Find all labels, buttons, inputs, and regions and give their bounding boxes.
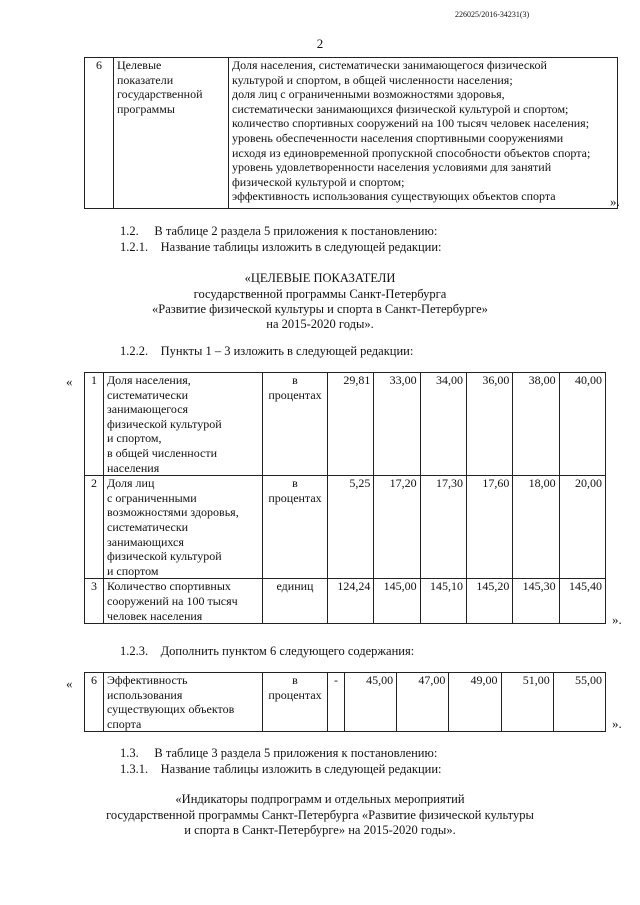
row-content [229, 58, 618, 209]
text-line: населения [107, 460, 160, 475]
value-cell: 55,00 [553, 673, 605, 732]
text-line: возможностями здоровья, [107, 505, 239, 520]
text-line: сооружений на 100 тысяч [107, 593, 238, 608]
value-cell: 145,00 [374, 579, 420, 624]
value-cell: 45,00 [344, 673, 396, 732]
table-row [85, 579, 606, 624]
document-id: 226025/2016-34231(3) [455, 10, 530, 19]
text-line: и спортом, [107, 431, 162, 446]
paragraph-1-2: 1.2. В таблице 2 раздела 5 приложения к постановлению: [120, 224, 438, 238]
row-name [104, 673, 263, 732]
paragraph-1-2-2: 1.2.2. Пункты 1 – 3 изложить в следующей редакции: [120, 344, 414, 358]
row-name [104, 579, 263, 624]
value-cell: 145,20 [466, 579, 512, 624]
added-indicator-table [84, 672, 606, 732]
indicators-table [84, 372, 606, 624]
value-cell: 5,25 [328, 476, 374, 579]
text-line: с ограниченными [107, 490, 197, 505]
text-line: количество спортивных сооружений на 100 тысяч человек населения; [232, 116, 590, 131]
row-name [114, 58, 229, 209]
text-line: существующих объектов [107, 702, 235, 717]
paragraph-1-3: 1.3. В таблице 3 раздела 5 приложения к постановлению: [120, 746, 438, 760]
passport-table [84, 57, 618, 209]
text-line: в общей численности [107, 445, 217, 460]
table-row [85, 476, 606, 579]
text-line: программы [117, 101, 175, 116]
text-line: систематически занимающихся физической культурой и спортом; [232, 101, 569, 116]
text-line: культурой и спортом, в общей численности населения; [232, 72, 513, 87]
text-line: Доля населения, систематически занимающегося физической [232, 58, 547, 72]
final-title-line: «Индикаторы подпрограмм и отдельных мероприятий [175, 792, 465, 806]
value-cell: 17,30 [420, 476, 466, 579]
text-line: физической культурой [107, 549, 222, 564]
text-line: показатели [117, 72, 174, 87]
text-line: доля лиц с ограниченными возможностями здоровья, [232, 87, 505, 102]
value-cell: 47,00 [397, 673, 449, 732]
value-cell: 29,81 [328, 373, 374, 476]
text-line: в [292, 373, 298, 387]
value-cell: 18,00 [513, 476, 559, 579]
text-line: в [292, 673, 298, 687]
closing-quote: ». [612, 612, 622, 627]
text-line: физической культурой [107, 416, 222, 431]
text-line: Эффективность [107, 673, 188, 687]
row-number: 6 [85, 58, 114, 209]
row-name [104, 373, 263, 476]
paragraph-1-2-3: 1.2.3. Дополнить пунктом 6 следующего содержания: [120, 644, 415, 658]
text-line: процентах [268, 490, 322, 505]
text-line: человек населения [107, 608, 203, 623]
row-unit [263, 476, 328, 579]
text-line: использования [107, 687, 183, 702]
closing-quote: ». [612, 716, 622, 731]
closing-quote: ». [610, 194, 620, 209]
paragraph-1-3-1: 1.3.1. Название таблицы изложить в следующей редакции: [120, 762, 442, 776]
row-number: 2 [85, 476, 104, 579]
value-cell: - [328, 673, 345, 732]
row-unit [263, 373, 328, 476]
text-line: в [292, 476, 298, 491]
text-line: систематически [107, 387, 189, 402]
table-title-line: «ЦЕЛЕВЫЕ ПОКАЗАТЕЛИ [244, 271, 396, 285]
value-cell: 33,00 [374, 373, 420, 476]
table-title-line: на 2015-2020 годы». [266, 317, 374, 331]
text-line: исходя из единовременной пропускной способности объектов спорта; [232, 145, 591, 160]
value-cell: 17,60 [466, 476, 512, 579]
table-title-line: государственной программы Санкт-Петербурга [193, 287, 447, 301]
row-unit [263, 673, 328, 732]
text-line: эффективность использования существующих объектов спорта [232, 189, 556, 204]
opening-quote: « [66, 374, 73, 389]
text-line: Доля лиц [107, 476, 155, 491]
paragraph-1-2-1: 1.2.1. Название таблицы изложить в следующей редакции: [120, 240, 442, 254]
final-title-line: и спорта в Санкт-Петербурге» на 2015-2020 годы». [184, 823, 456, 837]
text-line: государственной [117, 87, 203, 102]
text-line: занимающихся [107, 534, 184, 549]
opening-quote: « [66, 676, 73, 691]
row-number: 1 [85, 373, 104, 476]
table-row [85, 673, 606, 732]
value-cell: 51,00 [501, 673, 553, 732]
row-number: 3 [85, 579, 104, 624]
value-cell: 145,10 [420, 579, 466, 624]
text-line: физической культурой и спортом; [232, 174, 405, 189]
value-cell: 124,24 [328, 579, 374, 624]
text-line: процентах [268, 387, 322, 402]
value-cell: 40,00 [559, 373, 605, 476]
text-line: уровень обеспеченности населения спортивными сооружениями [232, 130, 564, 145]
final-title-line: государственной программы Санкт-Петербурга «Развитие физической культуры [106, 808, 534, 822]
value-cell: 38,00 [513, 373, 559, 476]
row-name [104, 476, 263, 579]
text-line: спорта [107, 716, 142, 731]
text-line: Доля населения, [107, 373, 191, 387]
value-cell: 49,00 [449, 673, 501, 732]
text-line: уровень удовлетворенности населения условиями для занятий [232, 160, 552, 175]
value-cell: 20,00 [559, 476, 605, 579]
text-line: единиц [276, 579, 314, 594]
text-line: Целевые [117, 58, 162, 72]
text-line: процентах [268, 687, 322, 702]
value-cell: 17,20 [374, 476, 420, 579]
text-line: занимающегося [107, 402, 189, 417]
text-line: и спортом [107, 563, 159, 578]
text-line: Количество спортивных [107, 579, 231, 594]
row-number: 6 [85, 673, 104, 732]
text-line: систематически [107, 519, 189, 534]
page-number: 2 [316, 36, 324, 51]
table-row [85, 58, 618, 209]
value-cell: 34,00 [420, 373, 466, 476]
row-unit [263, 579, 328, 624]
value-cell: 36,00 [466, 373, 512, 476]
table-title-line: «Развитие физической культуры и спорта в Санкт-Петербурге» [152, 302, 488, 316]
table-row [85, 373, 606, 476]
value-cell: 145,40 [559, 579, 605, 624]
value-cell: 145,30 [513, 579, 559, 624]
